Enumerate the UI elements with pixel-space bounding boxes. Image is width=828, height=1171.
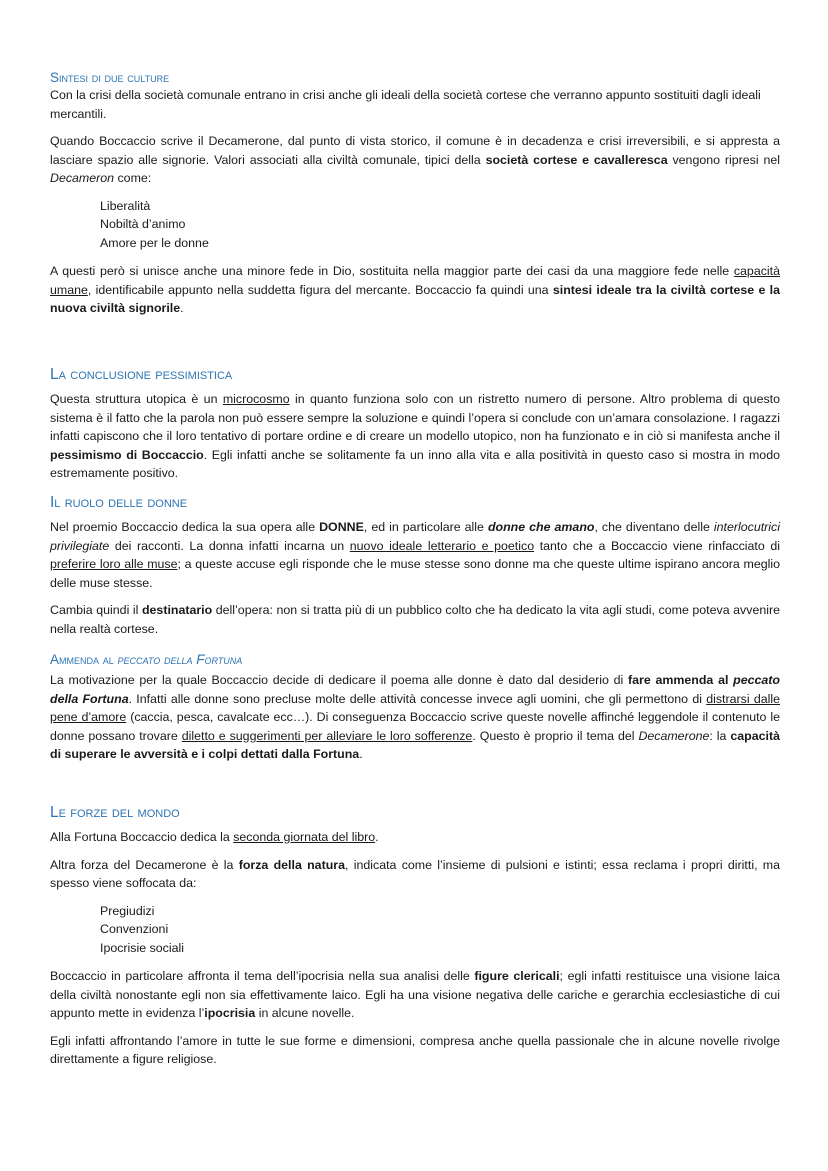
heading-italic-text: peccato della Fortuna — [117, 652, 243, 667]
text: Boccaccio in particolare affronta il tema dell’ipocrisia nella sua analisi delle — [50, 969, 475, 983]
paragraph — [50, 132, 780, 188]
text: . Infatti alle donne sono precluse molte delle attività concesse invece agli uomini, che gli permettono di — [128, 691, 707, 706]
text: . — [180, 301, 184, 315]
text: vengono ripresi nel — [667, 152, 781, 167]
bold-italic-text: donne che amano — [487, 520, 595, 534]
section-ammenda — [50, 652, 780, 773]
underlined-text: preferire loro alle muse — [50, 557, 178, 571]
section-donne — [50, 494, 780, 647]
paragraph — [50, 1032, 780, 1069]
bold-text: DONNE — [319, 520, 364, 534]
forces-list — [100, 902, 780, 958]
list-item: Liberalità — [100, 198, 151, 213]
text: in alcune novelle. — [255, 1006, 355, 1020]
values-list — [100, 197, 780, 253]
text: ; egli infatti restituisce una visione laica della civiltà nonostante egli non sia effettivamente laico. Egli ha una visione negativa delle cariche e gerarchia ecclesiastiche di cui appunto mette in evidenza l’ — [50, 969, 780, 1020]
bold-text: società cortese e cavalleresca — [485, 152, 668, 167]
heading-forze: Le forze del mondo — [50, 804, 180, 821]
bold-text: forza della natura — [238, 857, 345, 872]
underlined-text: distrarsi dalle pene d’amore — [50, 691, 780, 724]
list-item: Amore per le donne — [100, 235, 209, 250]
italic-text: Decameron — [50, 171, 115, 185]
text: Egli infatti affrontando l’amore in tutte le sue forme e dimensioni, compresa anche quella passionale che in alcune novelle rivolge direttamente a figure religiose. — [50, 1033, 780, 1066]
section-conclusione — [50, 366, 780, 492]
bold-text: fare ammenda al — [628, 673, 734, 687]
text: Altra forza del Decamerone è la — [50, 857, 239, 872]
text: Con la crisi della società comunale entrano in crisi anche gli ideali della società cortese che verranno appunto sostituiti dagli ideali mercantili. — [50, 88, 761, 121]
section-sintesi — [50, 70, 780, 327]
text: , ed in particolare alle — [363, 520, 488, 534]
heading-text: Ammenda al — [50, 652, 118, 667]
text: : la — [709, 728, 731, 743]
text: , identificabile appunto nella suddetta figura del mercante. Boccaccio fa quindi una — [87, 282, 553, 297]
heading-ammenda — [50, 652, 780, 668]
text: in quanto funziona solo con un ristretto numero di persone. Altro problema di questo sistema è il fatto che la parola non può essere sempre la soluzione e quindi l’opera si conclude con un’amara consolazione. I ragazzi infatti capiscono che il loro tentativo di portare ordine e di creare un modello utopico, non ha funzionato e in ciò si manifesta anche il — [50, 392, 780, 443]
text: come: — [114, 171, 152, 185]
paragraph — [50, 390, 780, 483]
paragraph — [50, 671, 780, 764]
bold-text: figure clericali — [474, 969, 560, 983]
underlined-text: seconda giornata del libro — [233, 830, 376, 844]
text: , che diventano delle — [594, 520, 714, 534]
text: La motivazione per la quale Boccaccio decide di dedicare il poema alle donne è dato dal desiderio di — [50, 673, 628, 687]
text: ; a queste accuse egli risponde che le muse stesse sono donne ma che queste ultime ispirano ancora meglio delle muse stesse. — [50, 557, 781, 590]
italic-text: Decamerone — [638, 728, 710, 743]
section-forze — [50, 804, 780, 1078]
paragraph — [50, 828, 780, 847]
paragraph — [50, 86, 780, 123]
text: (caccia, pesca, cavalcate ecc…). Di conseguenza Boccaccio scrive queste novelle affinché leggendole il contenuto le donne possano trovare — [50, 710, 781, 743]
underlined-text: nuovo ideale letterario e poetico — [349, 538, 535, 553]
bold-text: destinatario — [141, 603, 213, 617]
bold-text: ipocrisia — [204, 1006, 256, 1020]
text: tanto che a Boccaccio viene rinfacciato di — [534, 538, 781, 553]
bold-text: pessimismo di Boccaccio — [50, 447, 204, 462]
text: Nel proemio Boccaccio dedica la sua opera alle — [50, 520, 320, 534]
bold-text: capacità di superare le avversità e i colpi dettati dalla Fortuna — [50, 728, 780, 761]
paragraph — [50, 601, 780, 638]
text: dei racconti. La donna infatti incarna un — [109, 538, 350, 553]
text: , indicata come l’insieme di pulsioni e istinti; essa reclama i propri diritti, ma spesso viene soffocata da: — [50, 857, 781, 890]
bold-italic-text: peccato della Fortuna — [50, 673, 780, 706]
text: Alla Fortuna Boccaccio dedica la — [50, 830, 234, 844]
paragraph — [50, 967, 780, 1023]
heading-sintesi: Sintesi di due culture — [50, 70, 170, 85]
paragraph — [50, 262, 780, 318]
text: Questa struttura utopica è un — [50, 392, 223, 406]
heading-donne: Il ruolo delle donne — [50, 494, 188, 511]
list-item: Pregiudizi — [100, 903, 155, 918]
text: dell’opera: non si tratta più di un pubblico colto che ha dedicato la vita agli studi, come poteva avvenire nella realtà cortese. — [50, 603, 780, 636]
list-item: Convenzioni — [100, 922, 169, 936]
heading-conclusione: La conclusione pessimistica — [50, 366, 233, 383]
italic-text: interlocutrici privilegiate — [50, 520, 780, 553]
list-item: Ipocrisie sociali — [100, 940, 185, 955]
underlined-text: diletto e suggerimenti per alleviare le loro sofferenze — [181, 728, 473, 743]
list-item: Nobiltà d’animo — [100, 217, 186, 231]
text: . Egli infatti anche se solitamente fa un inno alla vita e alla positività in questo caso si mostra in modo estremamente positivo. — [50, 447, 780, 480]
text: Cambia quindi il — [50, 603, 142, 617]
text: Quando Boccaccio scrive il Decamerone, dal punto di vista storico, il comune è in decadenza e crisi irreversibili, e si appresta a lasciare spazio alle signorie. Valori associati alla civiltà comunale, tipici della — [50, 134, 780, 167]
text: . — [359, 747, 363, 761]
underlined-text: microcosmo — [222, 392, 290, 406]
bold-text: sintesi ideale tra la civiltà cortese e la nuova civiltà signorile — [50, 282, 780, 315]
text: . — [375, 830, 379, 844]
paragraph — [50, 518, 780, 592]
underlined-text: capacità umane — [50, 264, 780, 297]
text: A questi però si unisce anche una minore fede in Dio, sostituita nella maggior parte dei casi da una maggiore fede nelle — [50, 264, 734, 278]
paragraph — [50, 856, 780, 893]
text: . Questo è proprio il tema del — [472, 728, 639, 743]
